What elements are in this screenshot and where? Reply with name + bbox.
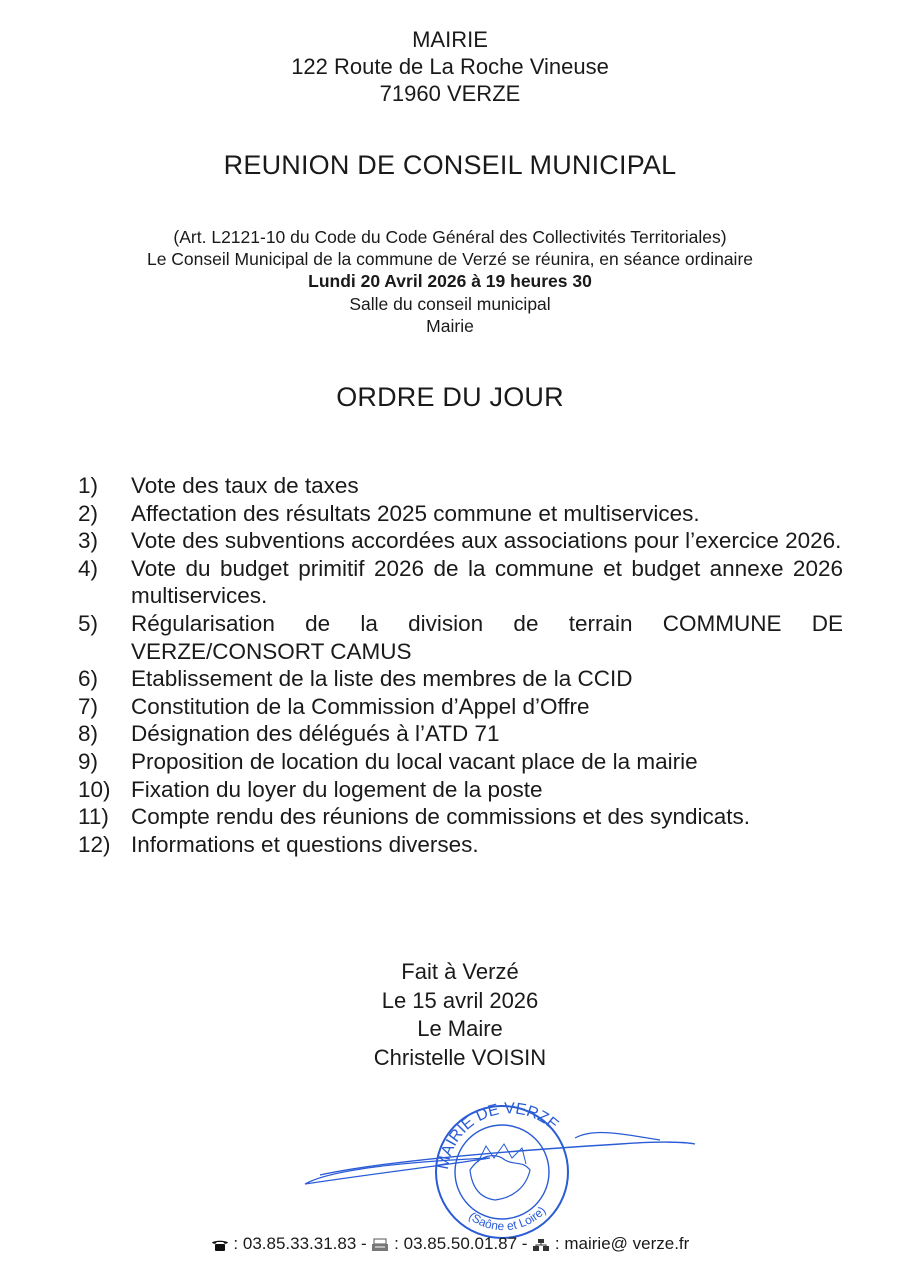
agenda-item	[78, 555, 843, 610]
agenda-text: Régularisation de la division de terrain COMMUNE DE VERZE/CONSORT CAMUS	[131, 610, 843, 664]
document-title: REUNION DE CONSEIL MUNICIPAL	[223, 150, 677, 180]
agenda-text: Vote des taux de taxes	[131, 473, 359, 498]
agenda-item	[78, 500, 843, 528]
meeting-statement: Le Conseil Municipal de la commune de Verzé se réunira, en séance ordinaire	[146, 249, 754, 269]
meeting-place: Mairie	[426, 316, 474, 336]
signature-flourish	[305, 1158, 490, 1184]
stamp-inner-ring	[455, 1125, 549, 1219]
agenda-number: 11)	[78, 804, 109, 830]
official-stamp	[290, 1100, 710, 1240]
agenda-text: Désignation des délégués à l’ATD 71	[131, 721, 500, 747]
agenda-number: 7)	[78, 693, 99, 719]
phone-number: : 03.85.33.31.83 -	[233, 1234, 367, 1253]
agenda-text: Vote du budget primitif 2026 de la commune et budget annexe 2026 multiservices.	[131, 555, 843, 609]
email-icon	[532, 1238, 550, 1252]
agenda-number: 5)	[78, 610, 99, 636]
agenda-text: Vote des subventions accordées aux associations pour l’exercice 2026.	[131, 528, 842, 554]
agenda-number: 4)	[78, 555, 99, 581]
agenda-number: 10)	[78, 776, 111, 802]
agenda-item	[78, 720, 843, 748]
agenda-item	[78, 803, 843, 831]
agenda-item	[78, 693, 843, 721]
agenda-title: ORDRE DU JOUR	[336, 382, 564, 412]
agenda-item	[78, 776, 843, 804]
agenda-number: 8)	[78, 721, 99, 747]
email-address: : mairie@ verze.fr	[554, 1234, 690, 1253]
article-reference: (Art. L2121-10 du Code du Code Général des Collectivités Territoriales)	[173, 227, 727, 247]
signature-stroke	[320, 1142, 695, 1175]
signature-name: Christelle VOISIN	[373, 1044, 547, 1070]
agenda-text: Proposition de location du local vacant place de la mairie	[131, 748, 698, 774]
phone-icon	[211, 1238, 229, 1252]
agenda-number: 12)	[78, 831, 111, 857]
agenda-number: 9)	[78, 748, 99, 774]
fax-number: : 03.85.50.01.87 -	[394, 1234, 528, 1253]
agenda-item	[78, 665, 843, 693]
agenda-item	[78, 610, 843, 665]
agenda-item	[78, 748, 843, 776]
agenda-text: Constitution de la Commission d’Appel d’Offre	[131, 693, 590, 719]
agenda-text: Informations et questions diverses.	[131, 831, 479, 857]
meeting-room: Salle du conseil municipal	[349, 294, 551, 314]
agenda-list	[78, 472, 843, 858]
agenda-item	[78, 472, 843, 500]
signature-date: Le 15 avril 2026	[381, 987, 539, 1013]
signature-role: Le Maire	[417, 1016, 503, 1041]
agenda-text: Etablissement de la liste des membres de la CCID	[131, 666, 633, 692]
stamp-top-text: MAIRIE DE VERZE	[434, 1100, 562, 1171]
agenda-number: 1)	[78, 473, 99, 498]
agenda-text: Compte rendu des réunions de commissions et des syndicats.	[131, 804, 751, 830]
agenda-text: Affectation des résultats 2025 commune et multiservices.	[131, 500, 700, 526]
meeting-date: Lundi 20 Avril 2026 à 19 heures 30	[308, 271, 592, 291]
signature-block	[300, 958, 620, 1072]
agenda-number: 2)	[78, 500, 99, 526]
agenda-text: Fixation du loyer du logement de la poste	[131, 776, 543, 802]
agenda-item	[78, 831, 843, 859]
agenda-item	[78, 527, 843, 555]
header-address: 122 Route de La Roche Vineuse	[291, 54, 609, 79]
agenda-number: 3)	[78, 528, 99, 554]
stamp-emblem	[470, 1156, 530, 1200]
signature-initials	[575, 1133, 660, 1141]
signature-place: Fait à Verzé	[401, 959, 519, 984]
agenda-number: 6)	[78, 666, 99, 692]
header-mairie: MAIRIE	[412, 27, 488, 52]
fax-icon	[371, 1238, 389, 1252]
contact-footer	[0, 1234, 900, 1254]
stamp-bottom-text: (Saône et Loire)	[466, 1203, 549, 1234]
header-postal: 71960 VERZE	[379, 81, 521, 106]
